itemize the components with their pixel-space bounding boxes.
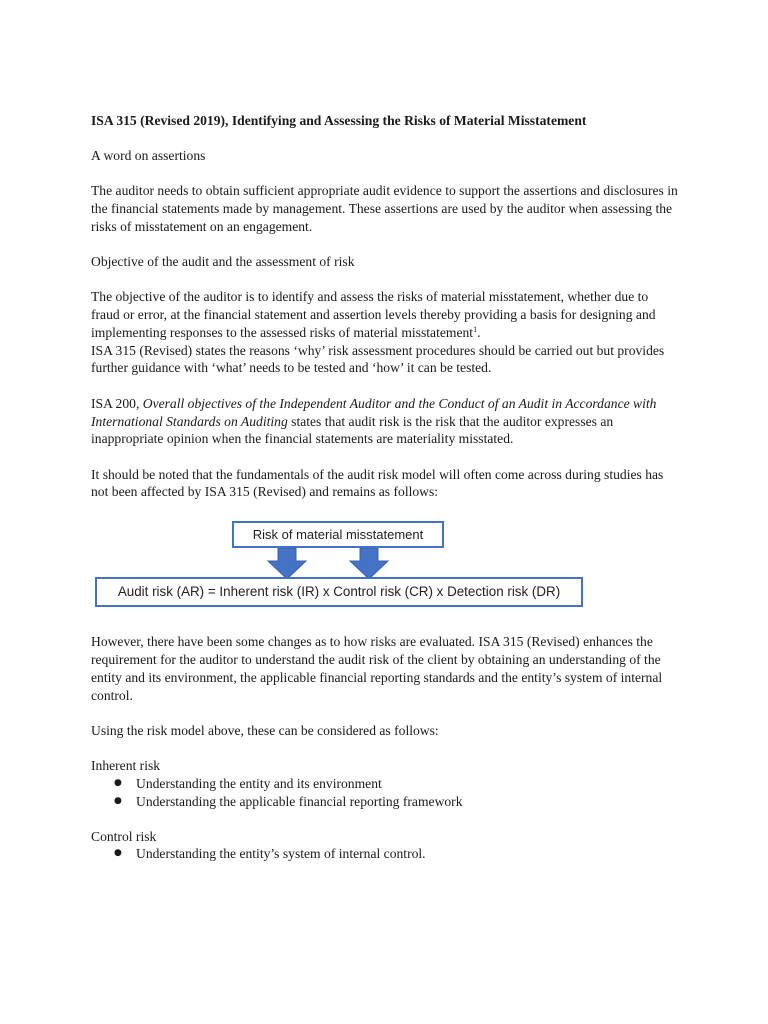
paragraph-risk-model: It should be noted that the fundamentals of the audit risk model will often come across during studies has not been affected by ISA 315 (Revised) and remains as follows: — [91, 466, 664, 500]
paragraph-changes: However, there have been some changes as to how risks are evaluated. ISA 315 (Revised) enhances the requirement for the auditor to understand the audit risk of the client by obtaining an understanding of the entity and its environment, the applicable financial reporting standards and the entity’s system of internal control. — [91, 634, 663, 703]
isa200-prefix: ISA 200, — [91, 395, 143, 411]
down-arrow-icon — [349, 548, 389, 579]
bullet-icon: ● — [114, 848, 122, 859]
control-risk-label: Control risk — [91, 828, 157, 844]
list-item — [91, 793, 680, 811]
inherent-risk-label: Inherent risk — [91, 758, 161, 774]
paragraph-objective-text: The objective of the auditor is to identify and assess the risks of material misstatement, whether due to fraud or error, at the financial statement and assertion levels thereby providing a basis for designing and implementing responses to the assessed risks of material misstatement — [91, 289, 656, 340]
paragraph-isa315: ISA 315 (Revised) states the reasons ‘why’ risk assessment procedures should be carried out but provides further guidance with ‘what’ needs to be tested and ‘how’ it can be tested. — [91, 342, 665, 376]
list-item-text: Understanding the entity and its environment — [136, 776, 382, 792]
list-item — [91, 845, 680, 863]
bullet-icon: ● — [114, 778, 122, 789]
list-item — [91, 775, 680, 793]
list-item-text: Understanding the entity’s system of internal control. — [136, 846, 426, 862]
risk-of-material-misstatement-box: Risk of material misstatement — [232, 521, 444, 548]
control-risk-list — [91, 845, 680, 863]
footnote-reference[interactable]: 1 — [473, 324, 478, 334]
inherent-risk-list — [91, 775, 680, 811]
isa200-suffix: states that audit risk is the risk that the auditor expresses an inappropriate opinion when the financial statements are materiality misstated. — [91, 413, 614, 447]
audit-risk-formula-box: Audit risk (AR) = Inherent risk (IR) x Control risk (CR) x Detection risk (DR) — [95, 577, 583, 607]
paragraph-objective — [91, 288, 680, 341]
isa200-title: Overall objectives of the Independent Auditor and the Conduct of an Audit in Accordance with International Standards on Auditing — [91, 395, 657, 429]
heading-objective: Objective of the audit and the assessment of risk — [91, 253, 355, 269]
paragraph-isa200 — [91, 395, 680, 448]
down-arrow-icon — [267, 548, 307, 579]
audit-risk-diagram — [95, 521, 583, 609]
paragraph-objective-end: . — [477, 324, 481, 340]
document-title: ISA 315 (Revised 2019), Identifying and Assessing the Risks of Material Misstatement — [91, 113, 587, 128]
paragraph-using-model: Using the risk model above, these can be considered as follows: — [91, 722, 439, 738]
list-item-text: Understanding the applicable financial reporting framework — [136, 793, 463, 809]
paragraph-assertions: The auditor needs to obtain sufficient appropriate audit evidence to support the assertions and disclosures in the financial statements made by management. These assertions are used by the auditor when assessing the risks of misstatement on an engagement. — [91, 183, 678, 234]
bullet-icon: ● — [114, 795, 122, 806]
heading-assertions: A word on assertions — [91, 147, 206, 163]
